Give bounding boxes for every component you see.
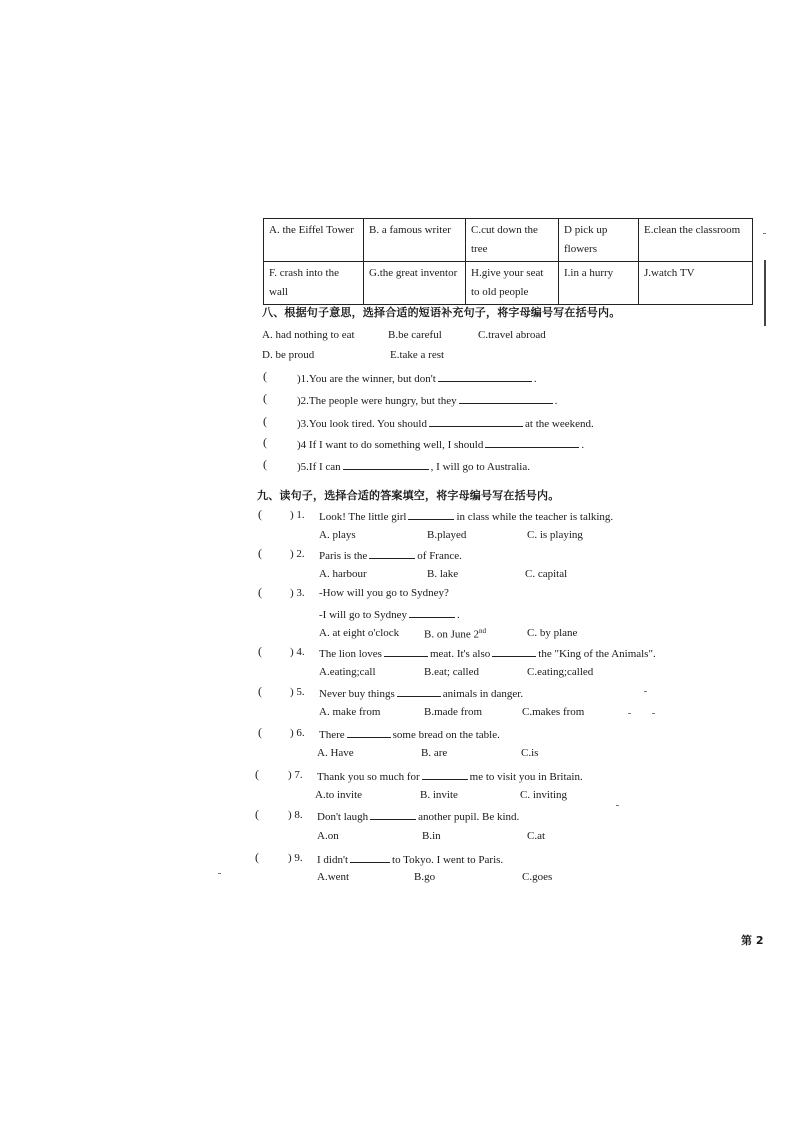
answer-paren[interactable]: (	[263, 414, 267, 428]
question-text: at the weekend.	[525, 418, 594, 430]
answer-blank[interactable]	[438, 371, 532, 382]
choice-c: C.makes from	[522, 706, 585, 718]
table-row	[264, 219, 753, 262]
scan-speck	[628, 713, 631, 714]
answer-blank[interactable]	[409, 607, 455, 618]
choice-a: A. plays	[319, 529, 356, 541]
choice-c: C. inviting	[520, 789, 568, 801]
answer-paren[interactable]: (	[255, 807, 259, 821]
scan-speck	[616, 805, 619, 806]
answer-blank[interactable]	[384, 646, 428, 657]
answer-paren[interactable]: (	[255, 767, 259, 781]
answer-blank[interactable]	[370, 809, 416, 820]
question-text: , I will go to Australia.	[430, 461, 530, 473]
scan-edge-line	[764, 260, 766, 326]
choice-a: A. make from	[319, 706, 381, 718]
table-cell: B. a famous writer	[364, 219, 466, 262]
question-text: )4 If I want to do something well, I should	[297, 439, 484, 451]
question-text: The lion loves	[319, 648, 382, 660]
question-text: Don't laugh	[317, 811, 369, 823]
question-text: )3.You look tired. You should	[297, 418, 427, 430]
choice-b: B.in	[422, 830, 441, 842]
answer-blank[interactable]	[429, 416, 523, 427]
table-cell: G.the great inventor	[364, 262, 466, 305]
question-text: .	[554, 395, 558, 407]
scan-speck	[218, 873, 221, 874]
section8-heading: 八、根据句子意思，选择合适的短语补充句子，将字母编号写在括号内。	[262, 306, 621, 319]
choice-a: A.on	[317, 830, 339, 842]
choice-a: A.eating;call	[319, 666, 376, 678]
choice-c: C. is playing	[527, 529, 583, 541]
table-cell: F. crash into the wall	[264, 262, 364, 305]
choice-b: B.made from	[424, 706, 483, 718]
answer-blank[interactable]	[343, 459, 429, 470]
question-text: I didn't	[317, 854, 349, 866]
ordinal-suffix: nd	[479, 627, 486, 635]
choice-b: B.eat; called	[424, 666, 479, 678]
answer-paren[interactable]: (	[258, 684, 262, 698]
answer-blank[interactable]	[369, 548, 415, 559]
answer-paren[interactable]: (	[263, 369, 267, 383]
scan-speck	[644, 691, 647, 692]
answer-blank[interactable]	[422, 769, 468, 780]
choice-c: C. capital	[525, 568, 568, 580]
scan-speck	[763, 233, 766, 234]
question-text: some bread on the table.	[392, 729, 500, 741]
question-number: ) 4.	[290, 646, 305, 658]
question-number: ) 1.	[290, 509, 305, 521]
s9-question-1	[319, 509, 613, 523]
s8-question-4	[297, 437, 584, 451]
answer-paren[interactable]: (	[255, 850, 259, 864]
question-text: .	[533, 373, 537, 385]
question-text: .	[457, 609, 460, 621]
answer-blank[interactable]	[350, 852, 390, 863]
answer-paren[interactable]: (	[263, 435, 267, 449]
answer-blank[interactable]	[485, 437, 579, 448]
phrase-table	[263, 218, 753, 305]
table-cell: C.cut down the tree	[466, 219, 559, 262]
choice-c: C.eating;called	[527, 666, 594, 678]
s9-question-3-line1: -How will you go to Sydney?	[319, 587, 449, 599]
answer-paren[interactable]: (	[258, 585, 262, 599]
question-number: ) 8.	[288, 809, 303, 821]
answer-blank[interactable]	[459, 393, 553, 404]
s9-question-7	[317, 769, 583, 783]
option-a: A. had nothing to eat	[262, 329, 355, 341]
choice-b: B.played	[427, 529, 467, 541]
question-text: animals in danger.	[442, 688, 524, 700]
option-b: B.be careful	[388, 329, 442, 341]
s9-question-3-line2	[319, 607, 460, 621]
choice-c: C.goes	[522, 871, 553, 883]
table-cell: D pick up flowers	[559, 219, 639, 262]
choice-a: A.went	[317, 871, 350, 883]
s8-question-5	[297, 459, 530, 473]
choice-b: B. are	[421, 747, 448, 759]
s9-question-2	[319, 548, 462, 562]
question-text: to Tokyo. I went to Paris.	[392, 854, 504, 866]
question-text: in class while the teacher is talking.	[456, 511, 614, 523]
section9-heading: 九、读句子，选择合适的答案填空，将字母编号写在括号内。	[257, 489, 560, 502]
s8-question-3	[297, 416, 594, 430]
s9-question-4	[319, 646, 656, 660]
question-text: me to visit you in Britain.	[469, 771, 583, 783]
question-text: of France.	[417, 550, 462, 562]
question-text: -I will go to Sydney	[319, 609, 407, 621]
table-row	[264, 262, 753, 305]
question-number: ) 7.	[288, 769, 303, 781]
choice-a: A. at eight o'clock	[319, 627, 400, 639]
answer-blank[interactable]	[347, 727, 391, 738]
choice-a: A.to invite	[315, 789, 363, 801]
choice-a: A. Have	[317, 747, 354, 759]
choice-c: C.at	[527, 830, 546, 842]
choice-b: B.go	[414, 871, 436, 883]
question-text: meat. It's also	[429, 648, 491, 660]
s8-question-1	[297, 371, 537, 385]
answer-paren[interactable]: (	[258, 725, 262, 739]
table-cell: I.in a hurry	[559, 262, 639, 305]
scan-speck	[652, 713, 655, 714]
question-text: another pupil. Be kind.	[418, 811, 520, 823]
s9-question-5	[319, 686, 523, 700]
s8-question-2	[297, 393, 557, 407]
table-cell: H.give your seat to old people	[466, 262, 559, 305]
answer-blank[interactable]	[492, 646, 536, 657]
table-cell: E.clean the classroom	[639, 219, 753, 262]
choice-a: A. harbour	[319, 568, 367, 580]
question-text: )2.The people were hungry, but they	[297, 395, 457, 407]
answer-paren[interactable]: (	[258, 546, 262, 560]
question-text: Look! The little girl	[319, 511, 407, 523]
question-number: ) 3.	[290, 587, 305, 599]
choice-b	[424, 627, 486, 641]
answer-paren[interactable]: (	[258, 507, 262, 521]
page-number: 第 2	[741, 934, 764, 947]
choice-b: B. invite	[420, 789, 458, 801]
answer-blank[interactable]	[408, 509, 454, 520]
question-text: Thank you so much for	[317, 771, 420, 783]
answer-paren[interactable]: (	[258, 644, 262, 658]
s9-question-6	[319, 727, 500, 741]
answer-paren[interactable]: (	[263, 457, 267, 471]
choice-b-text: B. on June 2	[424, 628, 479, 641]
option-c: C.travel abroad	[478, 329, 546, 341]
s9-question-8	[317, 809, 519, 823]
question-text: )1.You are the winner, but don't	[297, 373, 436, 385]
question-text: There	[319, 729, 345, 741]
question-text: the "King of the Animals".	[538, 648, 656, 660]
s9-question-9	[317, 852, 503, 866]
choice-c: C. by plane	[527, 627, 578, 639]
table-cell: A. the Eiffel Tower	[264, 219, 364, 262]
question-number: ) 5.	[290, 686, 305, 698]
question-number: ) 6.	[290, 727, 305, 739]
option-e: E.take a rest	[390, 349, 445, 361]
choice-b: B. lake	[427, 568, 459, 580]
question-number: ) 9.	[288, 852, 303, 864]
question-text: Never buy things	[319, 688, 395, 700]
question-text: .	[581, 439, 585, 451]
answer-blank[interactable]	[397, 686, 441, 697]
question-text: )5.If I can	[297, 461, 341, 473]
table-cell: J.watch TV	[639, 262, 753, 305]
option-d: D. be proud	[262, 349, 315, 361]
choice-c: C.is	[521, 747, 539, 759]
question-text: Paris is the	[319, 550, 368, 562]
question-number: ) 2.	[290, 548, 305, 560]
answer-paren[interactable]: (	[263, 391, 267, 405]
